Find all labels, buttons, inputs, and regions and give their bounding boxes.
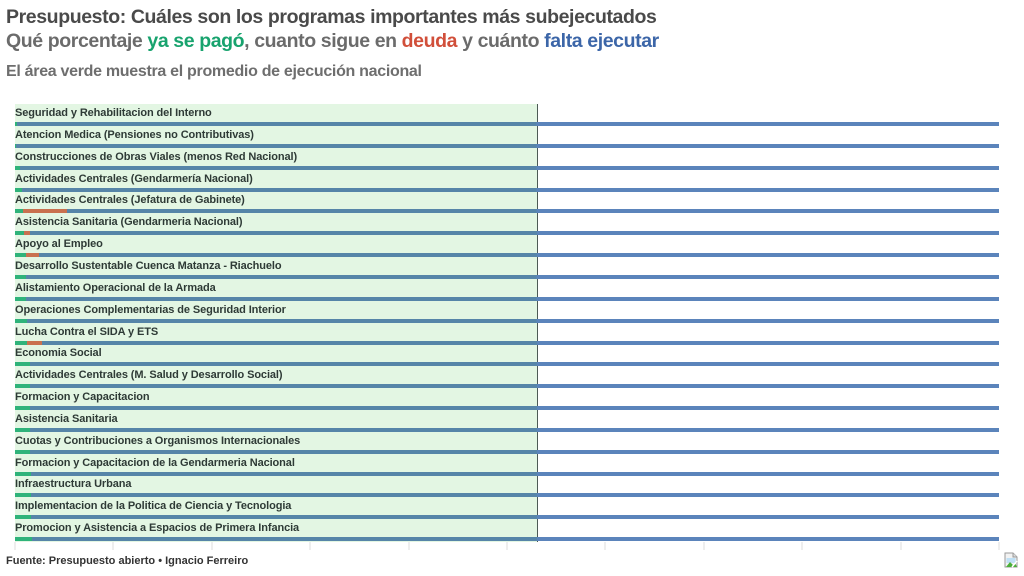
- chart-row: [15, 432, 999, 454]
- row-label: Infraestructura Urbana: [15, 478, 132, 491]
- legend-paid: ya se pagó: [147, 30, 245, 52]
- chart-row: [15, 104, 999, 126]
- chart-row: [15, 410, 999, 432]
- legend-remaining: falta ejecutar: [544, 30, 659, 52]
- row-label: Seguridad y Rehabilitacion del Interno: [15, 107, 212, 119]
- row-label: Operaciones Complementarias de Seguridad Interior: [15, 303, 286, 316]
- row-label: Promocion y Asistencia a Espacios de Primera Infancia: [15, 522, 300, 535]
- x-gridline: [408, 542, 410, 550]
- row-label: Apoyo al Empleo: [15, 238, 103, 251]
- chart-subtitle: [6, 29, 659, 53]
- subtitle-text: Qué porcentaje: [6, 30, 148, 52]
- row-label: Formacion y Capacitacion de la Gendarmeria Nacional: [15, 456, 295, 469]
- subtitle-text: y cuánto: [457, 30, 545, 52]
- chart-row: [15, 235, 999, 257]
- chart-row: [15, 170, 999, 192]
- bar-segment-remaining[interactable]: [32, 537, 999, 541]
- chart-row: [15, 213, 999, 235]
- chart-row: [15, 344, 999, 366]
- stacked-bar[interactable]: [15, 537, 999, 541]
- x-gridline: [604, 542, 606, 550]
- x-gridline: [900, 542, 902, 550]
- chart-row: [15, 301, 999, 323]
- chart-row: [15, 323, 999, 345]
- chart-plot-area: [15, 104, 999, 542]
- chart-row: [15, 497, 999, 519]
- chart-row: [15, 279, 999, 301]
- chart-row: [15, 366, 999, 388]
- x-gridline: [211, 542, 213, 550]
- chart-row: [15, 475, 999, 497]
- chart-row: [15, 126, 999, 148]
- x-gridline: [309, 542, 311, 550]
- row-label: Actividades Centrales (Gendarmería Nacional): [15, 172, 253, 185]
- chart-row: [15, 519, 999, 541]
- bar-segment-paid[interactable]: [15, 537, 32, 541]
- x-gridline: [998, 542, 1000, 550]
- chart-row: [15, 148, 999, 170]
- chart-row: [15, 454, 999, 476]
- chart-row: [15, 257, 999, 279]
- x-gridline: [801, 542, 803, 550]
- x-gridline: [14, 542, 16, 550]
- x-gridline: [112, 542, 114, 550]
- row-label: Alistamiento Operacional de la Armada: [15, 281, 216, 294]
- row-label: Economia Social: [15, 347, 102, 360]
- x-gridline: [506, 542, 508, 550]
- row-label: Formacion y Capacitacion: [15, 391, 150, 404]
- legend-debt: deuda: [401, 30, 458, 52]
- chart-row: [15, 191, 999, 213]
- row-label: Actividades Centrales (Jefatura de Gabinete): [15, 194, 245, 207]
- row-label: Asistencia Sanitaria (Gendarmeria Nacional): [15, 216, 243, 229]
- row-label: Desarrollo Sustentable Cuenca Matanza - Riachuelo: [15, 259, 282, 272]
- x-gridline: [703, 542, 705, 550]
- row-label: Cuotas y Contribuciones a Organismos Internacionales: [15, 434, 301, 447]
- row-label: Implementacion de la Politica de Ciencia y Tecnologia: [15, 500, 292, 513]
- row-label: Lucha Contra el SIDA y ETS: [15, 325, 159, 338]
- source-credit: Fuente: Presupuesto abierto • Ignacio Ferreiro: [6, 555, 249, 567]
- chart-title: Presupuesto: Cuáles son los programas importantes más subejecutados: [6, 6, 657, 28]
- row-label: Atencion Medica (Pensiones no Contributivas): [15, 128, 254, 141]
- subtitle-text: , cuanto sigue en: [244, 30, 402, 52]
- row-label: Asistencia Sanitaria: [15, 412, 118, 425]
- broken-image-icon: [1004, 552, 1018, 568]
- chart-row: [15, 388, 999, 410]
- row-label: Construcciones de Obras Viales (menos Red Nacional): [15, 150, 298, 163]
- chart-annotation: El área verde muestra el promedio de ejecución nacional: [6, 63, 422, 80]
- row-label: Actividades Centrales (M. Salud y Desarrollo Social): [15, 369, 283, 382]
